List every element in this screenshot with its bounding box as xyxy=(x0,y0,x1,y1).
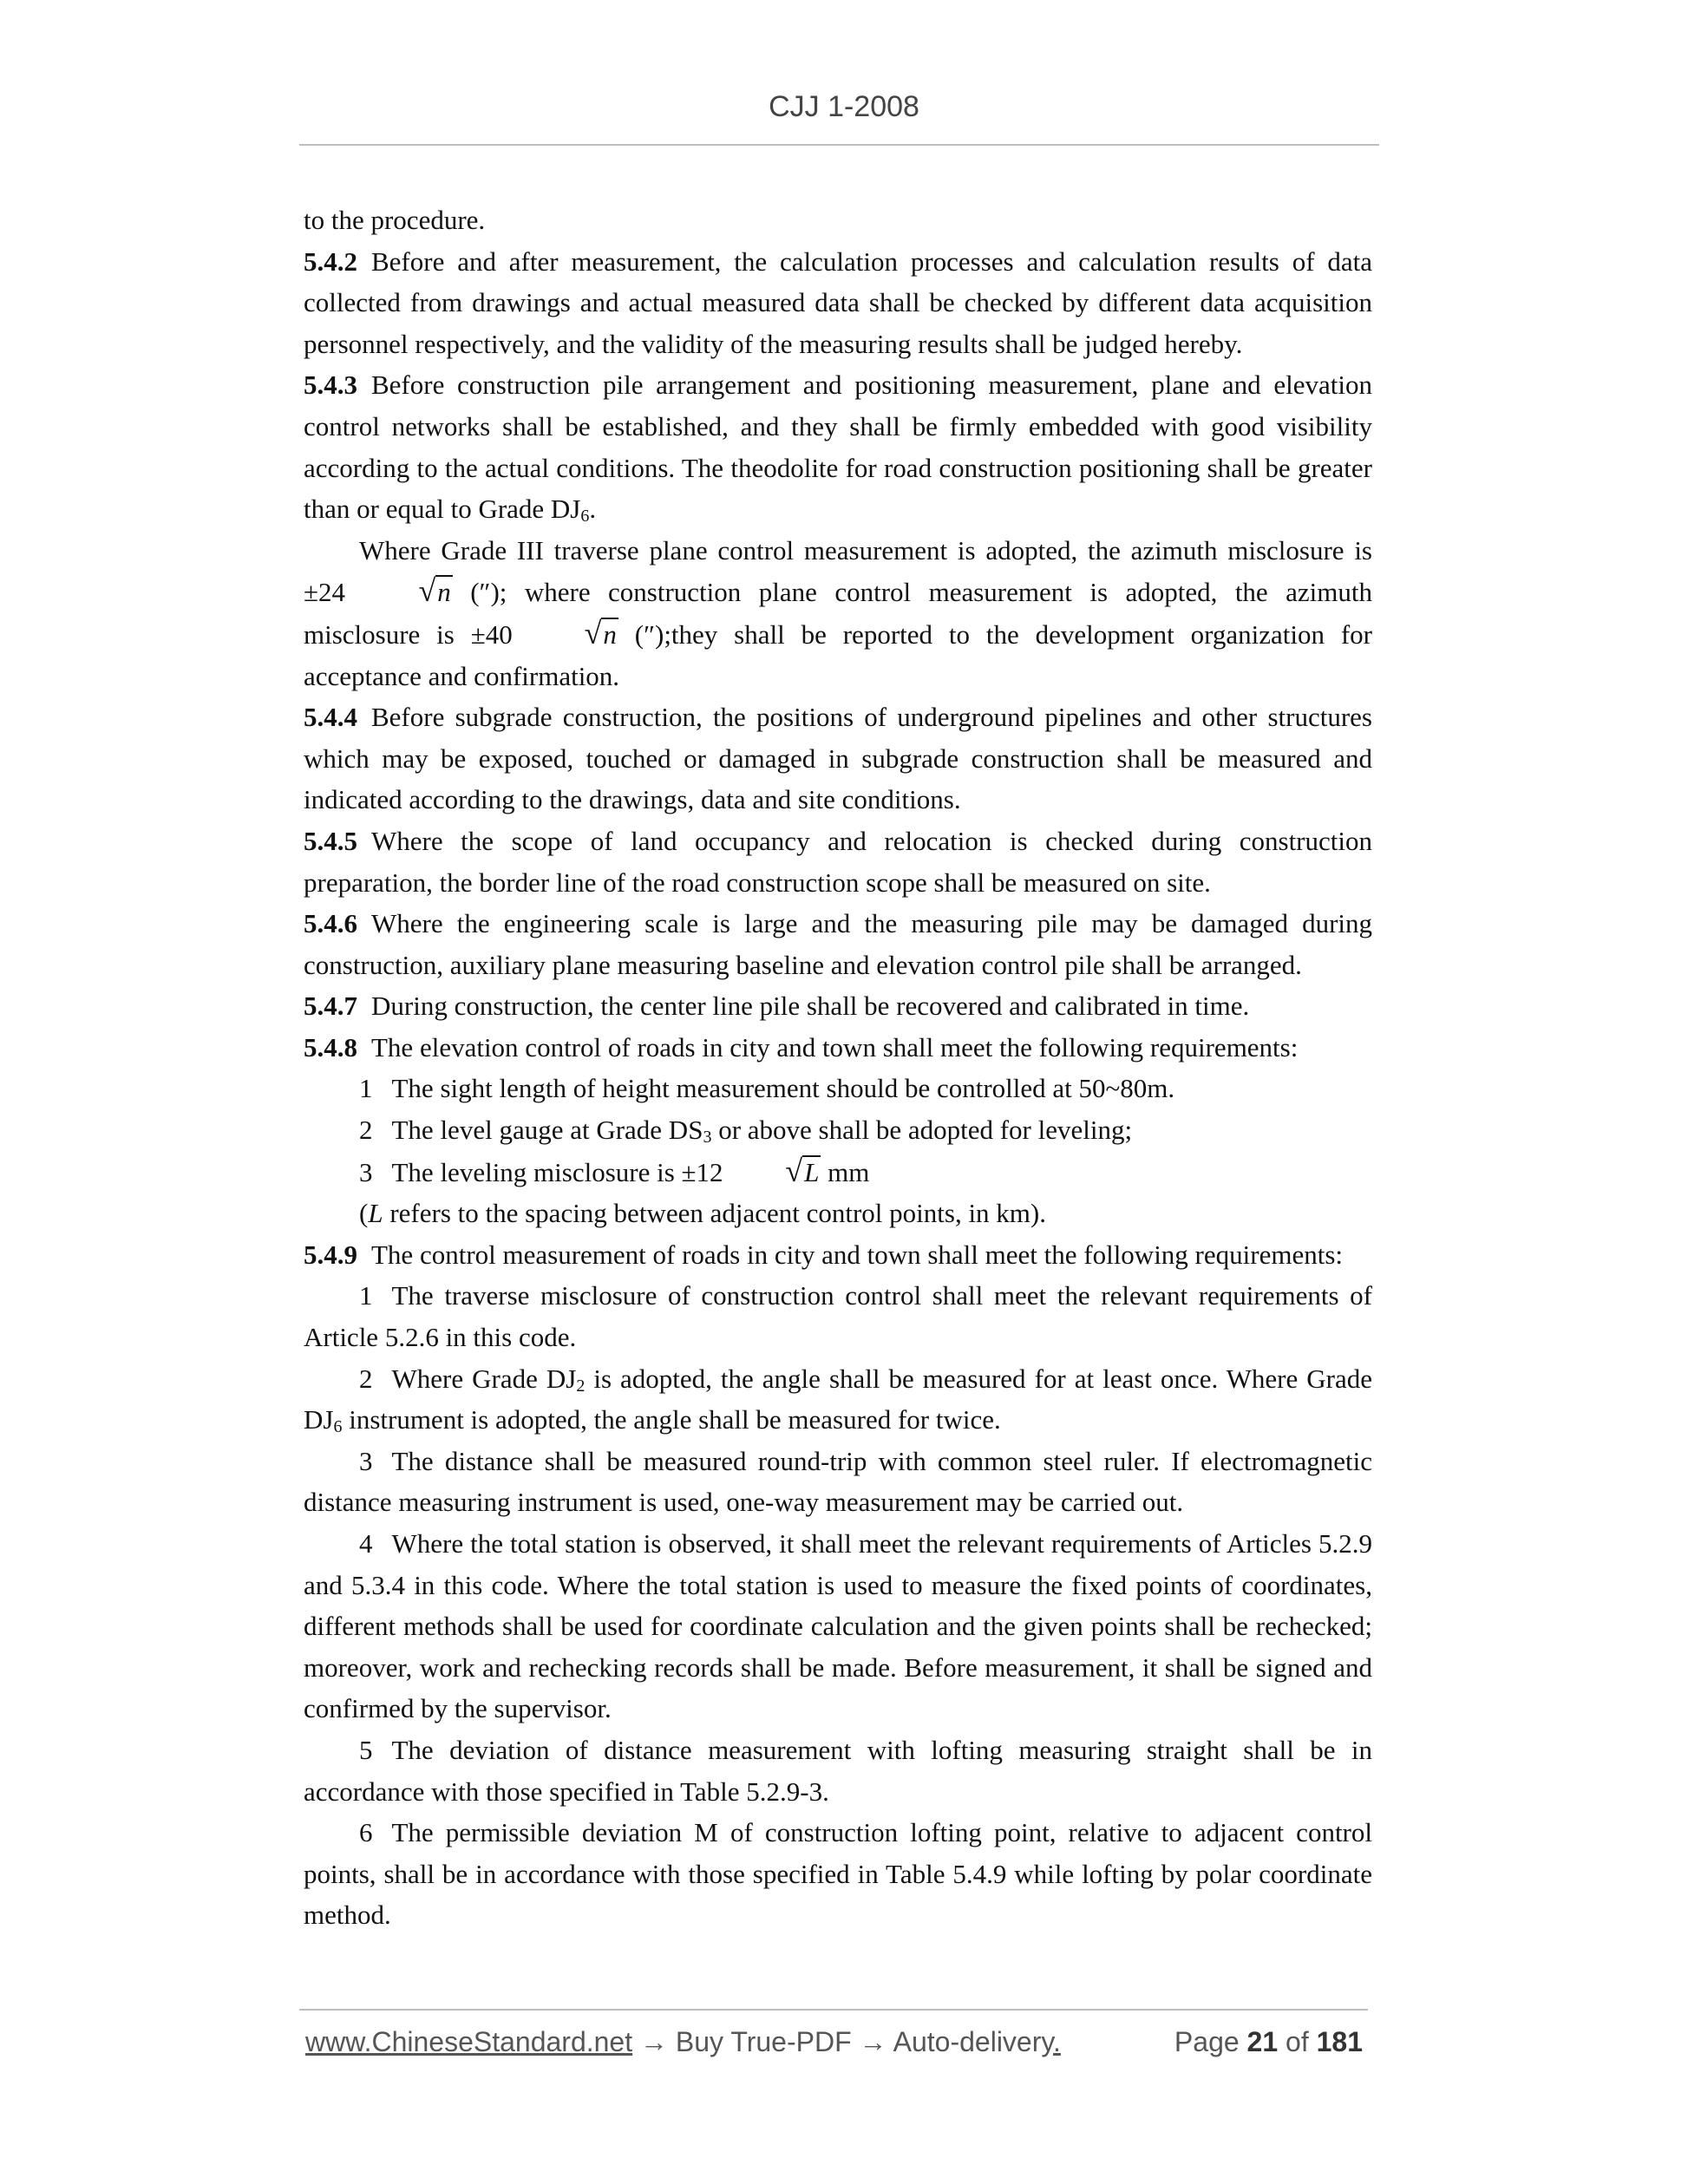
sqrt-n xyxy=(529,613,618,656)
note-open: ( xyxy=(359,1198,369,1229)
clause-text: During construction, the center line pile shall be recovered and calibrated in time. xyxy=(371,991,1250,1022)
clause-number: 5.4.3 xyxy=(304,369,357,401)
running-header: CJJ 1-2008 xyxy=(769,90,919,123)
clause-5-4-4 xyxy=(304,696,1372,821)
clause-5-4-2 xyxy=(304,241,1372,365)
item-text-2: mm xyxy=(828,1156,870,1187)
item-text: The traverse misclosure of construction control shall meet the relevant requirements of Article 5.2.6 in this code. xyxy=(304,1280,1372,1353)
page-number: 21 xyxy=(1246,2026,1279,2057)
clause-5-4-3 xyxy=(304,364,1372,529)
list-item xyxy=(304,1730,1372,1812)
website-link[interactable]: www.ChineseStandard.net xyxy=(305,2026,633,2057)
list-item xyxy=(304,1523,1372,1730)
clause-text: The control measurement of roads in city and town shall meet the following requirements: xyxy=(371,1239,1343,1270)
item-text: Where the total station is observed, it shall meet the relevant requirements of Articles 5.2.9 and 5.3.4 in this code. Where the total station is used to measure the fixed points of coordinates, different methods shall be used for coordinate calculation and the given points shall be rechecked; moreover, work and rechecking records shall be made. Before measurement, it shall be signed and confirmed by the supervisor. xyxy=(304,1528,1372,1724)
clause-number: 5.4.9 xyxy=(304,1239,357,1270)
item-text: The permissible deviation M of construction lofting point, relative to adjacent control points, shall be in accordance with those specified in Table 5.4.9 while lofting by polar coordinate method. xyxy=(304,1817,1372,1931)
subscript: 6 xyxy=(333,1417,343,1437)
item-number: 2 xyxy=(359,1363,373,1394)
clause-number: 5.4.5 xyxy=(304,825,357,856)
list-item xyxy=(304,1068,1372,1109)
clause-text: Before and after measurement, the calculation processes and calculation results of data collected from drawings and actual measured data shall be checked by different data acquisition personnel respectively, and the validity of the measuring results shall be judged hereby. xyxy=(304,245,1372,359)
item-number: 1 xyxy=(359,1073,373,1104)
page-indicator xyxy=(1174,2026,1363,2058)
clause-text: Where the scope of land occupancy and relocation is checked during construction preparation, the border line of the road construction scope shall be measured on site. xyxy=(304,825,1372,898)
sqrt-n xyxy=(363,571,452,613)
clause-text: Where the engineering scale is large and the measuring pile may be damaged during construction, auxiliary plane measuring baseline and elevation control pile shall be arranged. xyxy=(304,908,1372,980)
radical-sign: √ xyxy=(785,1153,803,1188)
clause-5-4-6 xyxy=(304,903,1372,985)
item-number: 3 xyxy=(359,1156,373,1187)
clause-number: 5.4.7 xyxy=(304,991,357,1022)
clause-5-4-8 xyxy=(304,1027,1372,1069)
clause-number: 5.4.4 xyxy=(304,702,357,733)
purchase-text: → Buy True-PDF → Auto-delivery xyxy=(632,2026,1053,2057)
item-number: 1 xyxy=(359,1280,373,1311)
note-text: refers to the spacing between adjacent control points, in km). xyxy=(383,1198,1046,1229)
item-number: 4 xyxy=(359,1528,373,1559)
item-number: 5 xyxy=(359,1734,373,1765)
item-text: The leveling misclosure is ±12 xyxy=(391,1156,723,1187)
clause-5-4-9 xyxy=(304,1234,1372,1276)
trailing-dot: . xyxy=(1053,2026,1061,2057)
radicand: n xyxy=(603,618,617,650)
text-part: (″); where construction plane control measurement is adopted, the azimuth misclosure is ±40 xyxy=(304,577,1373,650)
clause-number: 5.4.6 xyxy=(304,908,357,939)
list-item xyxy=(304,1358,1372,1441)
header-divider xyxy=(299,144,1379,146)
item-text: instrument is adopted, the angle shall be measured for twice. xyxy=(342,1404,1001,1435)
item-text: is adopted, the angle shall be measured for at least once. Where Grade DJ xyxy=(304,1363,1373,1435)
page-footer xyxy=(305,2026,1368,2058)
item-text: The distance shall be measured round-trip with common steel ruler. If electromagnetic distance measuring instrument is used, one-way measurement may be carried out. xyxy=(304,1445,1372,1518)
clause-5-4-3-misclosure xyxy=(304,530,1372,696)
item-number: 3 xyxy=(359,1445,373,1476)
clause-text: The elevation control of roads in city and town shall meet the following requirements: xyxy=(371,1031,1299,1063)
text-part: Where Grade III traverse plane control measurement is adopted, the azimuth misclosure is ±24 xyxy=(304,534,1372,608)
page-total: 181 xyxy=(1316,2026,1363,2057)
radical-sign: √ xyxy=(584,615,602,651)
clause-text: Before subgrade construction, the positions of underground pipelines and other structures which may be exposed, touched or damaged in subgrade construction shall be measured and indicated according to the drawings, data and site conditions. xyxy=(304,702,1372,815)
clause-5-4-7 xyxy=(304,985,1372,1027)
page-label: Page xyxy=(1174,2026,1240,2057)
item-text: The sight length of height measurement should be controlled at 50~80m. xyxy=(391,1073,1175,1104)
clause-number: 5.4.8 xyxy=(304,1031,357,1063)
radical-sign: √ xyxy=(418,573,436,609)
sqrt-L xyxy=(730,1151,821,1193)
list-item xyxy=(304,1151,1372,1193)
note-variable: L xyxy=(368,1198,383,1229)
page-of: of xyxy=(1286,2026,1309,2057)
footer-divider xyxy=(299,2009,1368,2011)
radicand: L xyxy=(804,1156,820,1187)
list-item xyxy=(304,1275,1372,1357)
clause-5-4-5 xyxy=(304,821,1372,903)
text-part: (″);they shall be reported to the development organization for acceptance and confirmation. xyxy=(304,618,1373,691)
item-text-2: or above shall be adopted for leveling; xyxy=(711,1115,1133,1146)
subscript: 3 xyxy=(703,1128,712,1148)
paragraph-continuation: to the procedure. xyxy=(304,205,486,235)
item-text: Where Grade DJ xyxy=(391,1363,577,1394)
document-body xyxy=(304,199,1372,1936)
item-text: The deviation of distance measurement with lofting measuring straight shall be in accordance with those specified in Table 5.2.9-3. xyxy=(304,1734,1372,1807)
clause-text: Before construction pile arrangement and positioning measurement, plane and elevation control networks shall be established, and they shall be firmly embedded with good visibility according to the actual conditions. The theodolite for road construction positioning shall be greater than or equal to Grade DJ xyxy=(304,369,1372,525)
list-item xyxy=(304,1109,1372,1151)
item-number: 6 xyxy=(359,1817,373,1848)
item-number: 2 xyxy=(359,1115,373,1146)
subscript: 6 xyxy=(580,507,590,526)
item-text: The level gauge at Grade DS xyxy=(391,1115,703,1146)
clause-number: 5.4.2 xyxy=(304,245,357,277)
list-item xyxy=(304,1812,1372,1936)
radicand: n xyxy=(437,577,451,608)
subscript: 2 xyxy=(576,1376,586,1396)
list-item xyxy=(304,1441,1372,1523)
variable-note xyxy=(304,1193,1372,1234)
clause-end: . xyxy=(589,494,597,525)
